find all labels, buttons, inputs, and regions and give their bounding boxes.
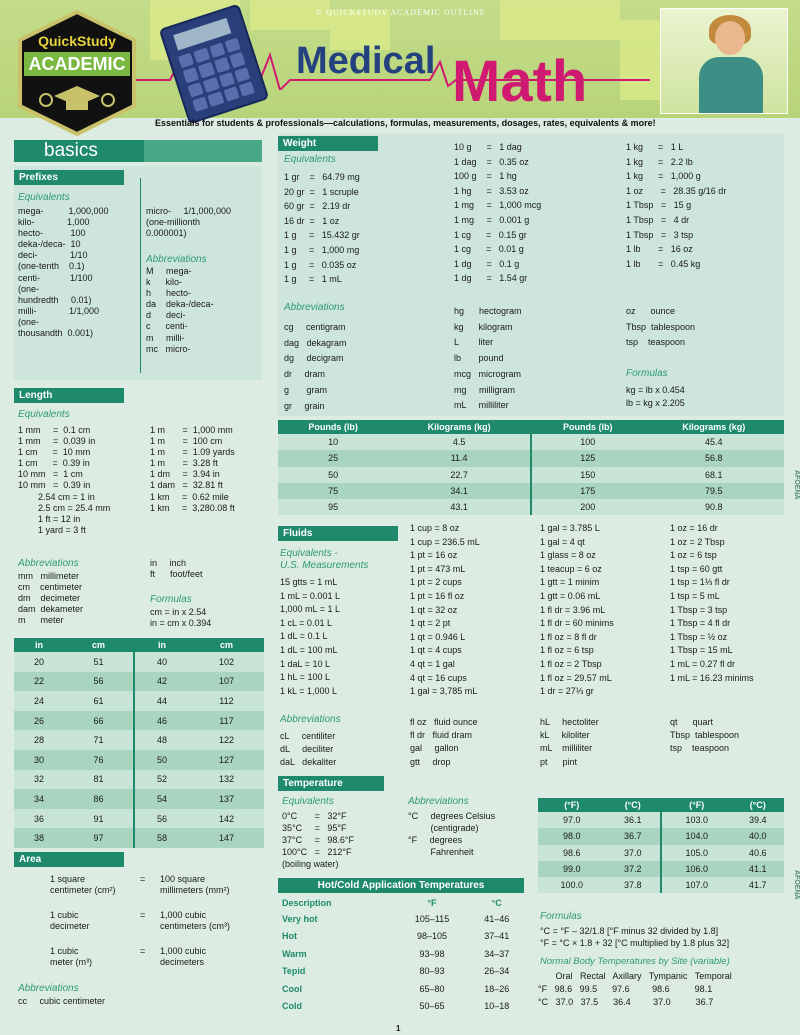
hotcold-row-cell: 80–93 <box>419 966 445 977</box>
area-right-1: 100 square millimeters (mm²) <box>160 874 230 896</box>
hotcold-row <box>278 998 524 1016</box>
lb-kg-row <box>278 467 784 483</box>
hotcold-table <box>278 896 524 1015</box>
normal-temp-values: Oral Rectal Axillary Tympanic Temporal °F 98.6 99.5 97.6 98.6 98.1 °C 37.0 37.5 36.4 37.0 36.7 <box>538 971 732 1007</box>
prefixes-title: Prefixes <box>14 170 124 185</box>
logo-top-text: QuickStudy <box>38 33 116 49</box>
in-cm-row-cell: 81 <box>64 770 134 790</box>
in-cm-row-cell: 147 <box>189 828 264 848</box>
lb-kg-row-cell: 56.8 <box>644 450 784 466</box>
hotcold-header: °F <box>427 898 437 908</box>
in-cm-row-cell: 102 <box>189 652 264 672</box>
in-cm-row-cell: 122 <box>189 730 264 750</box>
in-cm-row-cell: 44 <box>134 691 189 711</box>
prefixes-abbr: M mega- k kilo- h hecto- da deka-/deca- d deci- c centi- m milli- mc micro- <box>146 266 214 354</box>
weight-list-3: 1 kg = 1 L 1 kg = 2.2 lb 1 kg = 1,000 g 1 oz = 28.35 g/16 dr 1 Tbsp = 15 g 1 Tbsp = 4 dr 1 Tbsp = 3 tsp 1 lb = 16 oz 1 lb = 0.45 kg <box>626 142 727 269</box>
lb-kg-row-cell: 100 <box>531 434 644 450</box>
in-cm-row-cell: 48 <box>134 730 189 750</box>
weight-title: Weight <box>278 136 378 151</box>
lb-kg-row-cell: 175 <box>531 483 644 499</box>
hotcold-row-cell: Warm <box>282 948 307 959</box>
hotcold-row <box>278 945 524 963</box>
lb-kg-row-cell: 75 <box>278 483 388 499</box>
fc-row-cell: 41.7 <box>731 877 784 893</box>
in-cm-row-cell: 50 <box>134 750 189 770</box>
fluids-abbr-3: hL hectoliter kL kiloliter mL milliliter pt pint <box>540 717 599 767</box>
fc-row-cell: 40.0 <box>731 828 784 844</box>
side-label: AFOENA <box>793 470 800 500</box>
temperature-title: Temperature <box>278 776 384 791</box>
in-cm-row-cell: 36 <box>14 809 64 829</box>
in-cm-row-cell: 32 <box>14 770 64 790</box>
in-cm-row <box>14 828 264 848</box>
fc-row-cell: 105.0 <box>661 845 731 861</box>
fluids-list-2: 1 cup = 8 oz 1 cup = 236.5 mL 1 pt = 16 oz 1 pt = 473 mL 1 pt = 2 cups 1 pt = 16 fl oz 1 qt = 32 oz 1 qt = 2 pt 1 qt = 0.946 L 1 qt = 4 cups 4 qt = 1 gal 4 qt = 16 cups 1 gal = 3,785 mL <box>410 523 480 697</box>
in-cm-row-cell: 51 <box>64 652 134 672</box>
in-cm-row-cell: 61 <box>64 691 134 711</box>
lb-kg-row-cell: 90.8 <box>644 499 784 515</box>
lb-kg-row-cell: 10 <box>278 434 388 450</box>
in-cm-row-cell: 76 <box>64 750 134 770</box>
in-cm-row-cell: 117 <box>189 711 264 731</box>
fc-row-cell: 39.4 <box>731 812 784 828</box>
fahrenheit-celsius-table <box>538 798 784 893</box>
in-cm-row-cell: 38 <box>14 828 64 848</box>
fluids-list-3: 1 gal = 3.785 L 1 gal = 4 qt 1 glass = 8 oz 1 teacup = 6 oz 1 gtt = 1 minim 1 gtt = 0.06 mL 1 fl dr = 3.96 mL 1 fl dr = 60 minims 1 fl oz = 8 fl dr 1 fl oz = 6 tsp 1 fl oz = 2 Tbsp 1 fl oz = 29.57 mL 1 dr = 27⅓ gr <box>540 523 614 697</box>
in-cm-row-cell: 71 <box>64 730 134 750</box>
in-cm-row-cell: 46 <box>134 711 189 731</box>
lb-kg-row-cell: 4.5 <box>388 434 531 450</box>
in-cm-header: cm <box>189 638 264 652</box>
in-cm-row <box>14 711 264 731</box>
in-cm-table <box>14 638 264 848</box>
in-cm-row-cell: 127 <box>189 750 264 770</box>
fc-row <box>538 828 784 844</box>
temperature-abbr-label: Abbreviations <box>408 796 469 807</box>
in-cm-row-cell: 58 <box>134 828 189 848</box>
in-cm-row <box>14 789 264 809</box>
fc-row-cell: 98.0 <box>538 828 605 844</box>
lb-kg-row-cell: 150 <box>531 467 644 483</box>
area-left-2: 1 cubic decimeter <box>50 910 90 932</box>
title-medical: Medical <box>296 40 436 82</box>
in-cm-row <box>14 691 264 711</box>
fc-row-cell: 104.0 <box>661 828 731 844</box>
hotcold-row-cell: 37–41 <box>484 931 510 942</box>
in-cm-row-cell: 66 <box>64 711 134 731</box>
hotcold-header: Description <box>282 898 332 908</box>
hotcold-row-cell: Hot <box>282 931 297 942</box>
hotcold-row-cell: Cool <box>282 983 302 994</box>
normal-temp-label: Normal Body Temperatures by Site (variable) <box>540 956 730 967</box>
in-cm-row-cell: 112 <box>189 691 264 711</box>
in-cm-row <box>14 652 264 672</box>
weight-abbr-1: cg centigram dag dekagram dg decigram dr dram g gram gr grain <box>284 322 347 411</box>
fc-header: (°C) <box>605 798 661 812</box>
temperature-formulas: °C = °F – 32/1.8 [°F minus 32 divided by 1.8] °F = °C × 1.8 + 32 [°C multiplied by 1.8 plus 32] <box>540 926 730 948</box>
in-cm-row-cell: 30 <box>14 750 64 770</box>
in-cm-row-cell: 56 <box>134 809 189 829</box>
fc-row-cell: 99.0 <box>538 861 605 877</box>
in-cm-row-cell: 26 <box>14 711 64 731</box>
in-cm-row-cell: 24 <box>14 691 64 711</box>
area-left-3: 1 cubic meter (m³) <box>50 946 92 968</box>
basics-heading: basics <box>14 140 144 162</box>
in-cm-row <box>14 672 264 692</box>
in-cm-row-cell: 54 <box>134 789 189 809</box>
length-list-1: 1 mm = 0.1 cm 1 mm = 0.039 in 1 cm = 10 mm 1 cm = 0.39 in 10 mm = 1 cm 10 mm = 0.39 in 2.54 cm = 1 in 2.5 cm = 25.4 mm 1 ft = 12 in 1 yard = 3 ft <box>18 425 111 535</box>
weight-formulas-label: Formulas <box>626 368 668 379</box>
fluids-abbr-1: cL centiliter dL deciliter daL dekaliter <box>280 731 337 768</box>
page-number: 1 <box>396 1024 401 1033</box>
area-right-2: 1,000 cubic centimeters (cm³) <box>160 910 231 932</box>
area-title: Area <box>14 852 124 867</box>
lb-kg-row-cell: 50 <box>278 467 388 483</box>
lb-kg-header: Pounds (lb) <box>531 420 644 434</box>
fluids-title: Fluids <box>278 526 398 541</box>
fc-header: (°C) <box>731 798 784 812</box>
hotcold-row-cell: 18–26 <box>484 983 510 994</box>
fc-row-cell: 97.0 <box>538 812 605 828</box>
weight-abbr-label: Abbreviations <box>284 302 345 313</box>
fc-row-cell: 37.8 <box>605 877 661 893</box>
lb-kg-row-cell: 45.4 <box>644 434 784 450</box>
lb-kg-row-cell: 43.1 <box>388 499 531 515</box>
hotcold-row-cell: 50–65 <box>419 1001 445 1012</box>
lb-kg-header: Kilograms (kg) <box>644 420 784 434</box>
area-eq-3: = <box>140 946 146 956</box>
in-cm-row <box>14 730 264 750</box>
temperature-abbr: °C degrees Celsius (centigrade) °F degrees Fahrenheit <box>408 811 496 857</box>
in-cm-row-cell: 52 <box>134 770 189 790</box>
in-cm-row-cell: 20 <box>14 652 64 672</box>
fc-row <box>538 861 784 877</box>
fluids-list-1: 15 gtts = 1 mL 1 mL = 0.001 L 1,000 mL = 1 L 1 cL = 0.01 L 1 dL = 0.1 L 1 dL = 100 mL 1 daL = 10 L 1 hL = 100 L 1 kL = 1,000 L <box>280 577 340 696</box>
lb-kg-row-cell: 68.1 <box>644 467 784 483</box>
length-equivalents-label: Equivalents <box>18 409 70 420</box>
fc-row <box>538 877 784 893</box>
fc-row-cell: 37.2 <box>605 861 661 877</box>
hotcold-header: °C <box>491 898 502 908</box>
side-label-2: AFOENA <box>793 870 800 900</box>
lb-kg-row-cell: 200 <box>531 499 644 515</box>
in-cm-row-cell: 142 <box>189 809 264 829</box>
in-cm-row-cell: 91 <box>64 809 134 829</box>
in-cm-row-cell: 56 <box>64 672 134 692</box>
lb-kg-row-cell: 25 <box>278 450 388 466</box>
prefixes-equivalents-label: Equivalents <box>18 192 70 203</box>
fc-row <box>538 845 784 861</box>
fluids-list-4: 1 oz = 16 dr 1 oz = 2 Tbsp 1 oz = 6 tsp 1 tsp = 60 gtt 1 tsp = 1⅓ fl dr 1 tsp = 5 mL 1 Tbsp = 3 tsp 1 Tbsp = 4 fl dr 1 Tbsp = ½ oz 1 Tbsp = 15 mL 1 mL = 0.27 fl dr 1 mL = 16.23 minims <box>670 523 754 683</box>
area-abbr: cc cubic centimeter <box>18 996 106 1006</box>
fc-row-cell: 36.1 <box>605 812 661 828</box>
temperature-formulas-label: Formulas <box>540 911 582 922</box>
hotcold-row-cell: 93–98 <box>419 948 445 959</box>
length-abbr-2: in inch ft foot/feet <box>150 558 203 580</box>
area-eq-1: = <box>140 874 146 884</box>
in-cm-row-cell: 137 <box>189 789 264 809</box>
in-cm-header: cm <box>64 638 134 652</box>
in-cm-row <box>14 770 264 790</box>
hotcold-row-cell: 10–18 <box>484 1001 510 1012</box>
weight-equivalents-label: Equivalents <box>284 154 336 165</box>
lb-kg-row-cell: 79.5 <box>644 483 784 499</box>
fc-row <box>538 812 784 828</box>
in-cm-row <box>14 809 264 829</box>
lb-kg-row-cell: 125 <box>531 450 644 466</box>
temperature-equivalents-label: Equivalents <box>282 796 334 807</box>
in-cm-header: in <box>14 638 64 652</box>
hotcold-row-cell: Cold <box>282 1001 302 1012</box>
lb-kg-row-cell: 11.4 <box>388 450 531 466</box>
length-list-2: 1 m = 1,000 mm 1 m = 100 cm 1 m = 1.09 yards 1 m = 3.28 ft 1 dm = 3.94 in 1 dam = 32.81 ft 1 km = 0.62 mile 1 km = 3,280.08 ft <box>150 425 235 513</box>
prefixes-micro: micro- 1/1,000,000 (one-millionth 0.000001) <box>146 206 232 239</box>
hotcold-row-cell: 98–105 <box>416 931 448 942</box>
fluids-abbr-4: qt quart Tbsp tablespoon tsp teaspoon <box>670 717 740 754</box>
length-title: Length <box>14 388 124 403</box>
lb-kg-row <box>278 499 784 515</box>
lb-kg-table <box>278 420 784 515</box>
nurse-photo <box>660 8 788 114</box>
fc-row-cell: 36.7 <box>605 828 661 844</box>
weight-formulas: kg = lb x 0.454 lb = kg x 2.205 <box>626 385 685 408</box>
logo-main-text: ACADEMIC <box>28 54 126 74</box>
fc-row-cell: 40.6 <box>731 845 784 861</box>
tagline: Essentials for students & professionals—calculations, formulas, measurements, dosages, rates, equivalents & more! <box>155 118 656 128</box>
title-math: Math <box>452 49 588 114</box>
hotcold-row-cell: 105–115 <box>414 913 450 924</box>
lb-kg-row <box>278 483 784 499</box>
fc-row-cell: 41.1 <box>731 861 784 877</box>
fc-row-cell: 103.0 <box>661 812 731 828</box>
temperature-equivalents: 0°C = 32°F 35°C = 95°F 37°C = 98.6°F 100°C = 212°F (boiling water) <box>282 811 354 869</box>
fluids-abbr-label: Abbreviations <box>280 714 341 725</box>
in-cm-row-cell: 97 <box>64 828 134 848</box>
fc-row-cell: 106.0 <box>661 861 731 877</box>
area-left-1: 1 square centimeter (cm²) <box>50 874 116 896</box>
length-abbr: mm millimeter cm centimeter dm decimeter dam dekameter m meter <box>18 571 84 626</box>
lb-kg-header: Kilograms (kg) <box>388 420 531 434</box>
hotcold-row <box>278 910 524 928</box>
lb-kg-header: Pounds (lb) <box>278 420 388 434</box>
prefixes-abbr-label: Abbreviations <box>146 254 207 265</box>
in-cm-row-cell: 86 <box>64 789 134 809</box>
fc-header: (°F) <box>538 798 605 812</box>
lb-kg-row <box>278 434 784 450</box>
in-cm-row <box>14 750 264 770</box>
length-formulas-label: Formulas <box>150 594 192 605</box>
hotcold-row-cell: 34–37 <box>484 948 510 959</box>
hotcold-row <box>278 963 524 981</box>
hotcold-row-cell: Tepid <box>282 966 306 977</box>
quickstudy-logo <box>14 10 140 136</box>
lb-kg-row-cell: 95 <box>278 499 388 515</box>
fc-row-cell: 100.0 <box>538 877 605 893</box>
lb-kg-row-cell: 22.7 <box>388 467 531 483</box>
hotcold-row-cell: 41–46 <box>484 913 510 924</box>
lb-kg-row <box>278 450 784 466</box>
area-abbr-label: Abbreviations <box>18 983 79 994</box>
basics-heading-bar <box>144 140 262 162</box>
in-cm-row-cell: 132 <box>189 770 264 790</box>
fc-row-cell: 98.6 <box>538 845 605 861</box>
length-abbr-label: Abbreviations <box>18 558 79 569</box>
in-cm-row-cell: 28 <box>14 730 64 750</box>
hotcold-row <box>278 980 524 998</box>
weight-abbr-3: oz ounce Tbsp tablespoon tsp teaspoon <box>626 306 696 348</box>
hotcold-row-cell: 65–80 <box>419 983 445 994</box>
length-formulas: cm = in x 2.54 in = cm x 0.394 <box>150 607 212 629</box>
hotcold-title: Hot/Cold Application Temperatures <box>278 878 524 893</box>
area-right-3: 1,000 cubic decimeters <box>160 946 207 968</box>
lb-kg-row-cell: 34.1 <box>388 483 531 499</box>
in-cm-header: in <box>134 638 189 652</box>
fc-row-cell: 107.0 <box>661 877 731 893</box>
fc-header: (°F) <box>661 798 731 812</box>
hotcold-row-cell: 26–34 <box>484 966 510 977</box>
prefixes-divider <box>140 178 141 373</box>
weight-list-1: 1 gr = 64.79 mg 20 gr = 1 scruple 60 gr = 2.19 dr 16 dr = 1 oz 1 g = 15.432 gr 1 g = 1,000 mg 1 g = 0.035 oz 1 g = 1 mL <box>284 172 360 285</box>
outline-label: © QUICKSTUDY ACADEMIC OUTLINE <box>316 8 486 17</box>
fluids-abbr-2: fl oz fluid ounce fl dr fluid dram gal gallon gtt drop <box>410 717 478 767</box>
in-cm-row-cell: 22 <box>14 672 64 692</box>
weight-list-2: 10 g = 1 dag 1 dag = 0.35 oz 100 g = 1 hg 1 hg = 3.53 oz 1 mg = 1,000 mcg 1 mg = 0.001 g 1 cg = 0.15 gr 1 cg = 0.01 g 1 dg = 0.1 g 1 dg = 1.54 gr <box>454 142 542 284</box>
hotcold-row <box>278 928 524 946</box>
weight-abbr-2: hg hectogram kg kilogram L liter lb pound mcg microgram mg milligram mL milliliter <box>454 306 522 411</box>
in-cm-row-cell: 107 <box>189 672 264 692</box>
area-eq-2: = <box>140 910 146 920</box>
in-cm-row-cell: 34 <box>14 789 64 809</box>
in-cm-row-cell: 40 <box>134 652 189 672</box>
hotcold-row-cell: Very hot <box>282 913 318 924</box>
in-cm-row-cell: 42 <box>134 672 189 692</box>
prefixes-list: mega- 1,000,000 kilo- 1,000 hecto- 100 deka-/deca- 10 deci- 1/10 (one-tenth 0.1) centi- 1/100 (one- hundredth 0.01) milli- 1/1,000 (one- thousandth 0.001) <box>18 206 109 339</box>
fc-row-cell: 37.0 <box>605 845 661 861</box>
fluids-equivalents-label: Equivalents - U.S. Measurements <box>280 548 369 571</box>
